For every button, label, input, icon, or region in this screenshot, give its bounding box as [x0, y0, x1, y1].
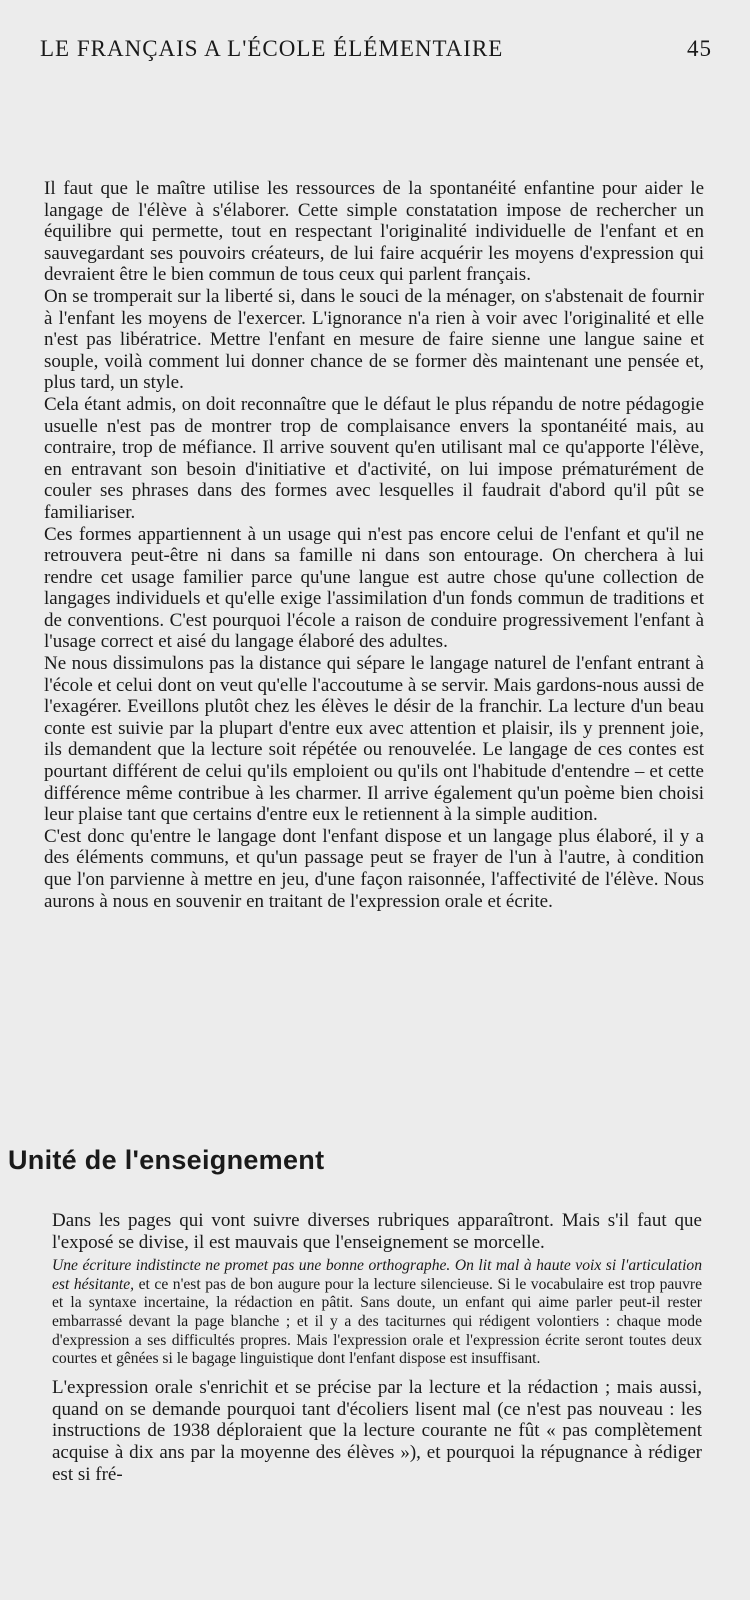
- main-text: [44, 178, 704, 912]
- paragraph: Il faut que le maître utilise les ressources de la spontanéité enfantine pour aider le langage de l'élève à s'élaborer. Cette simple constatation impose de rechercher un équilibre qui permette, tout en respectant l'originalité individuelle de l'enfant et en sauvegardant ses pouvoirs créateurs, de lui faire acquérir les moyens d'expression qui devraient être le bien commun de tous ceux qui parlent français.: [44, 178, 704, 286]
- paragraph: Ces formes appartiennent à un usage qui n'est pas encore celui de l'enfant et qu'il ne retrouvera peut-être ni dans sa famille ni dans son entourage. On cherchera à lui rendre cet usage familier parce qu'une langue est autre chose qu'une collection de langages individuels et qu'elle exige l'assimilation d'un fonds commun de traditions et de conventions. C'est pourquoi l'école a raison de conduire progressivement l'enfant à l'usage correct et aisé du langage élaboré des adultes.: [44, 523, 704, 653]
- running-title: LE FRANÇAIS A L'ÉCOLE ÉLÉMENTAIRE: [40, 36, 504, 61]
- paragraph: C'est donc qu'entre le langage dont l'enfant dispose et un langage plus élaboré, il y a des éléments communs, et qu'un passage peut se frayer de l'un à l'autre, à condition que l'on parvienne à mettre en jeu, d'une façon raisonnée, l'affectivité de l'élève. Nous aurons à nous en souvenir en traitant de l'expression orale et écrite.: [44, 825, 704, 912]
- paragraph: On se tromperait sur la liberté si, dans le souci de la ménager, on s'abstenait de fournir à l'enfant les moyens de l'exercer. L'ignorance n'a rien à voir avec l'originalité et elle n'est pas libératrice. Mettre l'enfant en mesure de faire sienne une langue saine et souple, voilà comment lui donner chance de se former dès maintenant une pensée et, plus tard, un style.: [44, 285, 704, 394]
- closing-paragraph: L'expression orale s'enrichit et se précise par la lecture et la rédaction ; mais aussi, quand on se demande pourquoi tant d'écoliers lisent mal (ce n'est pas nouveau : les instructions de 1938 déploraient que la lecture courante ne fût « pas complètement acquise à dix ans par la moyenne des élèves »), et pourquoi la répugnance à rédiger est si fré-: [52, 1376, 702, 1485]
- quote-continuation: et ce n'est pas de bon augure pour la lecture silencieuse. Si le vocabulaire est trop pauvre et la syntaxe incertaine, la rédaction en pâtit. Sans doute, un enfant qui aime parler peut-il rester embarrassé devant la page blanche ; et il y a des taciturnes qui rédigent volontiers : chaque mode d'expression a ses difficultés propres. Mais l'expression orale et l'expression écrite seront toutes deux courtes et gênées si le bagage linguistique dont l'enfant dispose est insuffisant.: [52, 1275, 702, 1368]
- small-print-paragraph: [52, 1257, 702, 1369]
- section-heading: Unité de l'enseignement: [8, 1145, 325, 1175]
- page-number: 45: [687, 36, 712, 61]
- running-header: [40, 36, 712, 62]
- section-body: [52, 1210, 702, 1486]
- italic-quote: Une écriture indistincte ne promet pas une bonne orthographe. On lit mal à haute voix si l'articulation est hésitante,: [52, 1257, 702, 1293]
- paragraph: Ne nous dissimulons pas la distance qui sépare le langage naturel de l'enfant entrant à l'école et celui dont on veut qu'elle l'accoutume à se servir. Mais gardons-nous aussi de l'exagérer. Eveillons plutôt chez les élèves le désir de la franchir. La lecture d'un beau conte est suivie par la plupart d'entre eux avec attention et plaisir, ils y prennent joie, ils demandent que la lecture soit répétée ou renouvelée. Le langage de ces contes est pourtant différent de celui qu'ils emploient ou qu'ils ont l'habitude d'entendre – et cette différence même contribue à les charmer. Il arrive également qu'un poème bien choisi leur plaise tant que certains d'entre eux le retiennent à la simple audition.: [44, 653, 704, 826]
- paragraph: Cela étant admis, on doit reconnaître que le défaut le plus répandu de notre pédagogie usuelle n'est pas de montrer trop de complaisance envers la spontanéité mais, au contraire, trop de méfiance. Il arrive souvent qu'en utilisant mal ce qu'apporte l'élève, en entravant son besoin d'initiative et d'activité, on lui impose prématurément de couler ses phrases dans des formes avec lesquelles il faudrait d'abord qu'il pût se familiariser.: [44, 393, 704, 523]
- section-intro: Dans les pages qui vont suivre diverses rubriques apparaîtront. Mais s'il faut que l'exposé se divise, il est mauvais que l'enseignement se morcelle.: [52, 1210, 702, 1253]
